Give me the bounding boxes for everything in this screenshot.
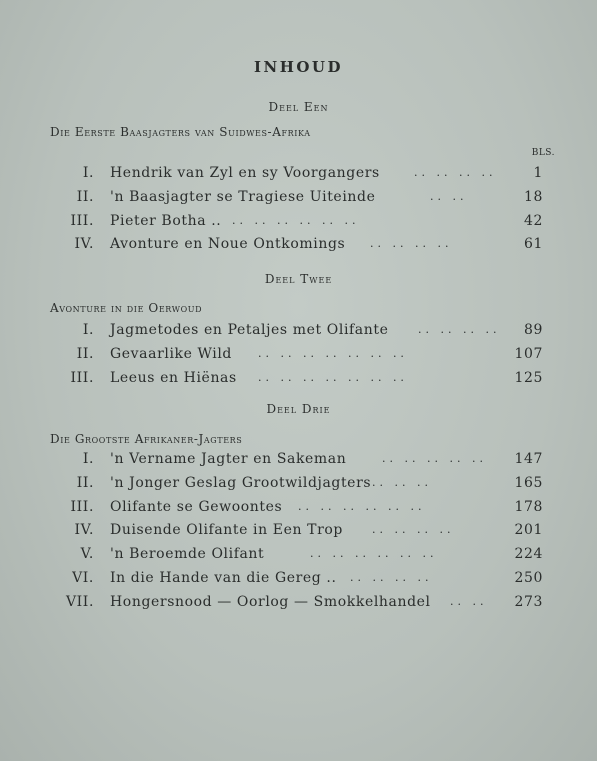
- section-heading-1: Die Eerste Baasjagters van Suidwes-Afrika: [50, 125, 311, 139]
- toc-row: [0, 367, 597, 389]
- page-number: 107: [514, 345, 543, 362]
- chapter-number: I.: [82, 451, 94, 467]
- page-number: 42: [523, 212, 543, 229]
- chapter-title: Hendrik van Zyl en sy Voorgangers: [110, 165, 380, 181]
- toc-row: [0, 319, 597, 341]
- toc-row: [0, 233, 597, 255]
- leader-dots: .. .. .. .. ..: [382, 452, 487, 465]
- page-number: 18: [523, 188, 543, 205]
- chapter-number: I.: [82, 322, 94, 338]
- chapter-number: II.: [76, 188, 94, 205]
- toc-row: [0, 186, 597, 208]
- chapter-title: 'n Baasjagter se Tragiese Uiteinde: [110, 188, 376, 205]
- chapter-number: III.: [70, 498, 94, 515]
- toc-row: [0, 543, 597, 565]
- chapter-title: Jagmetodes en Petaljes met Olifante: [110, 322, 389, 338]
- leader-dots: .. .. .. ..: [350, 571, 433, 584]
- leader-dots: .. .. .. .. .. ..: [232, 213, 360, 227]
- chapter-title: Hongersnood — Oorlog — Smokkelhandel: [110, 593, 431, 610]
- chapter-title: In die Hande van die Gereg ..: [110, 570, 337, 586]
- chapter-title: Pieter Botha ..: [110, 212, 222, 229]
- chapter-title: 'n Beroemde Olifant: [110, 546, 265, 563]
- page-column-label: BLS.: [531, 148, 555, 158]
- page-number: 224: [514, 546, 543, 563]
- leader-dots: .. ..: [430, 189, 468, 203]
- toc-row: [0, 448, 597, 470]
- chapter-number: IV.: [74, 522, 94, 539]
- leader-dots: .. .. .. ..: [372, 523, 455, 537]
- page-number: 147: [514, 451, 543, 467]
- page-number: 178: [514, 498, 543, 515]
- leader-dots: .. .. ..: [372, 475, 432, 489]
- page-title: INHOUD: [253, 58, 344, 76]
- page-number: 165: [514, 474, 543, 491]
- leader-dots: .. .. .. .. .. .. ..: [258, 346, 408, 360]
- page-number: 273: [514, 593, 543, 610]
- chapter-number: III.: [70, 212, 94, 229]
- chapter-number: VI.: [72, 570, 94, 586]
- chapter-title: 'n Vername Jagter en Sakeman: [110, 451, 347, 467]
- chapter-title: Avonture en Noue Ontkomings: [110, 236, 346, 253]
- toc-row: [0, 519, 597, 541]
- leader-dots: .. .. .. .. .. ..: [310, 547, 438, 561]
- page-number: 250: [514, 570, 543, 586]
- page-number: 61: [523, 236, 543, 253]
- toc-row: [0, 472, 597, 494]
- chapter-number: I.: [82, 165, 94, 181]
- chapter-number: VII.: [65, 593, 94, 610]
- toc-row: [0, 496, 597, 518]
- section-heading-2: Avonture in die Oerwoud: [50, 301, 203, 315]
- leader-dots: .. .. .. .. .. .. ..: [258, 370, 408, 384]
- chapter-title: Gevaarlike Wild: [110, 345, 232, 362]
- section-heading-3: Die Grootste Afrikaner-Jagters: [50, 432, 243, 446]
- chapter-title: 'n Jonger Geslag Grootwildjagters: [110, 474, 372, 491]
- chapter-number: II.: [76, 345, 94, 362]
- toc-row: [0, 591, 597, 613]
- page-number: 89: [523, 322, 543, 338]
- chapter-number: III.: [70, 369, 94, 386]
- part-heading-1: Deel Een: [268, 100, 329, 114]
- chapter-number: IV.: [74, 236, 94, 253]
- chapter-title: Leeus en Hiënas: [110, 369, 237, 386]
- page-number: 125: [514, 369, 543, 386]
- part-heading-3: Deel Drie: [266, 402, 331, 416]
- toc-row: [0, 162, 597, 184]
- toc-row: [0, 343, 597, 365]
- chapter-number: II.: [76, 474, 94, 491]
- chapter-title: Duisende Olifante in Een Trop: [110, 522, 343, 539]
- toc-row: [0, 567, 597, 589]
- chapter-title: Olifante se Gewoontes: [110, 498, 283, 515]
- leader-dots: .. .. .. ..: [414, 166, 497, 179]
- leader-dots: .. .. .. ..: [418, 323, 501, 336]
- leader-dots: .. .. .. .. .. ..: [298, 499, 426, 513]
- page-number: 201: [514, 522, 543, 539]
- toc-row: [0, 210, 597, 232]
- page-number: 1: [533, 165, 543, 181]
- chapter-number: V.: [80, 546, 94, 563]
- leader-dots: .. .. .. ..: [370, 237, 453, 251]
- part-heading-2: Deel Twee: [264, 272, 333, 286]
- leader-dots: .. ..: [450, 594, 488, 608]
